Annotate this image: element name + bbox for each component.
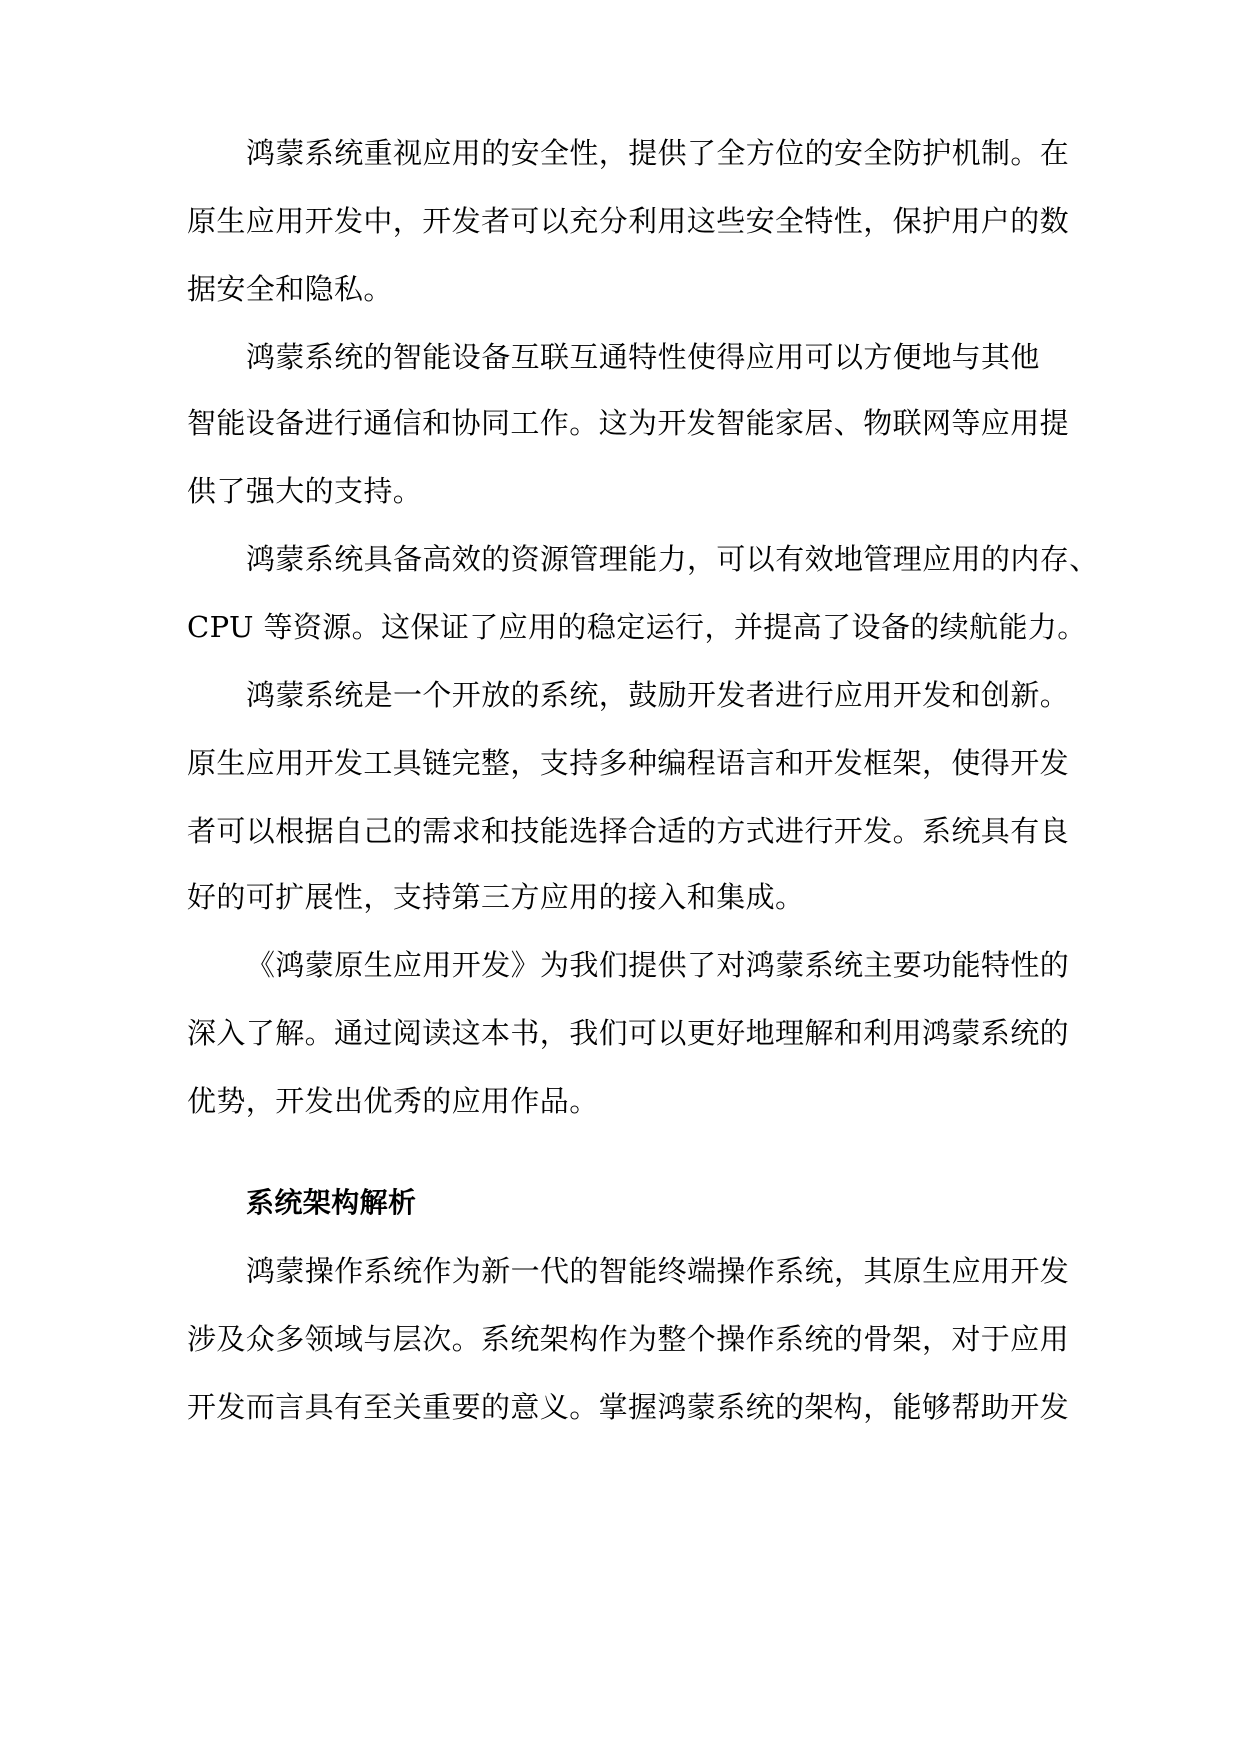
paragraph-5-line-2: 深入了解。通过阅读这本书，我们可以更好地理解和利用鸿蒙系统的 (187, 1016, 1070, 1050)
section-paragraph-line-2: 涉及众多领域与层次。系统架构作为整个操作系统的骨架，对于应用 (187, 1322, 1070, 1356)
section-heading: 系统架构解析 (246, 1186, 417, 1219)
paragraph-1-line-2: 原生应用开发中，开发者可以充分利用这些安全特性，保护用户的数 (187, 204, 1070, 238)
paragraph-5-line-3: 优势，开发出优秀的应用作品。 (187, 1084, 599, 1118)
paragraph-4-line-3: 者可以根据自己的需求和技能选择合适的方式进行开发。系统具有良 (187, 814, 1070, 848)
paragraph-4-line-1: 鸿蒙系统是一个开放的系统，鼓励开发者进行应用开发和创新。 (246, 678, 1070, 712)
section-paragraph-line-1: 鸿蒙操作系统作为新一代的智能终端操作系统，其原生应用开发 (246, 1254, 1070, 1288)
section-paragraph-line-3: 开发而言具有至关重要的意义。掌握鸿蒙系统的架构，能够帮助开发 (187, 1390, 1070, 1424)
paragraph-1-line-3: 据安全和隐私。 (187, 272, 393, 306)
paragraph-3-line-1: 鸿蒙系统具备高效的资源管理能力，可以有效地管理应用的内存、 (246, 542, 1099, 576)
paragraph-4-line-4: 好的可扩展性，支持第三方应用的接入和集成。 (187, 880, 805, 914)
paragraph-3-line-2: CPU 等资源。这保证了应用的稳定运行，并提高了设备的续航能力。 (187, 610, 1087, 644)
paragraph-1-line-1: 鸿蒙系统重视应用的安全性，提供了全方位的安全防护机制。在 (246, 136, 1070, 170)
paragraph-5-line-1: 《鸿蒙原生应用开发》为我们提供了对鸿蒙系统主要功能特性的 (246, 948, 1070, 982)
paragraph-2-line-2: 智能设备进行通信和协同工作。这为开发智能家居、物联网等应用提 (187, 406, 1070, 440)
paragraph-2-line-3: 供了强大的支持。 (187, 474, 423, 508)
paragraph-4-line-2: 原生应用开发工具链完整，支持多种编程语言和开发框架，使得开发 (187, 746, 1070, 780)
paragraph-2-line-1: 鸿蒙系统的智能设备互联互通特性使得应用可以方便地与其他 (246, 340, 1040, 374)
